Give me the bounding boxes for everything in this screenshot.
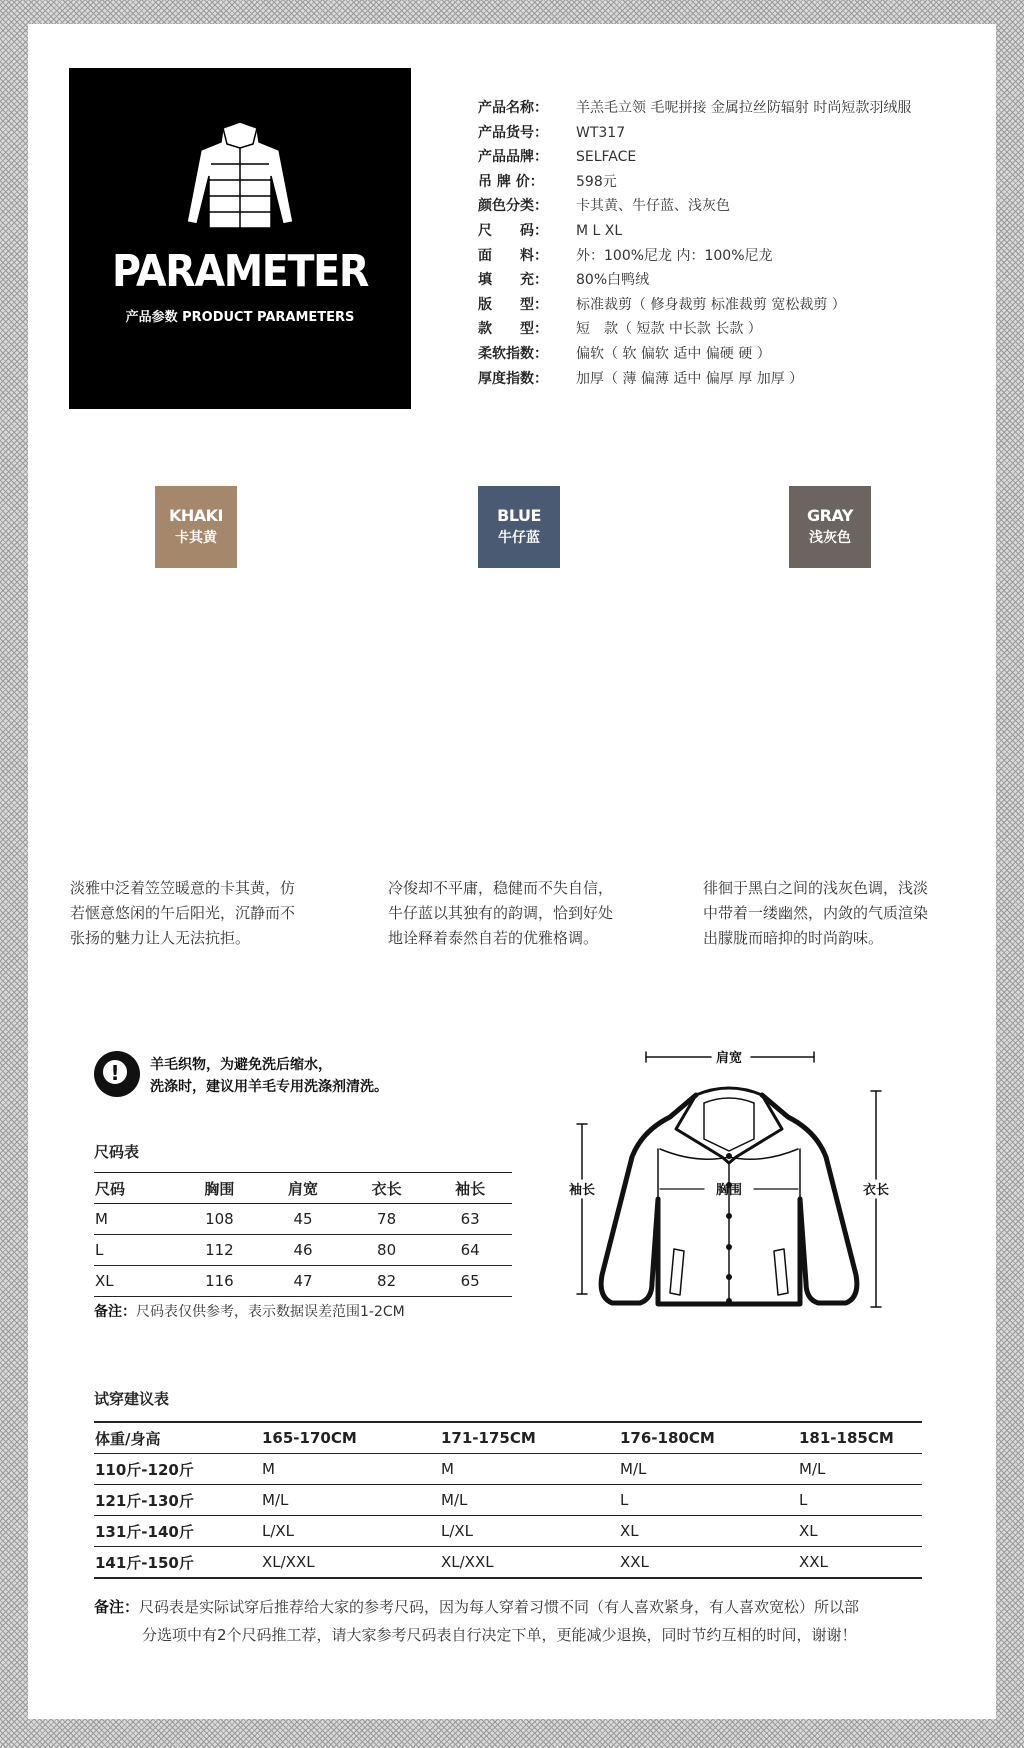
- info-value: M L XL: [576, 222, 623, 239]
- table-cell: 112: [178, 1235, 262, 1266]
- table-row: [94, 1204, 512, 1235]
- column-header: 尺码: [94, 1173, 178, 1204]
- fit-table-heading: 试穿建议表: [94, 1390, 170, 1408]
- column-header: 肩宽: [261, 1173, 345, 1204]
- care-notice: [150, 1054, 388, 1098]
- table-cell: 116: [178, 1266, 262, 1297]
- swatch-label-en: GRAY: [807, 506, 853, 525]
- info-value: 偏软（ 软 偏软 适中 偏硬 硬 ）: [576, 345, 771, 362]
- table-cell: M: [440, 1454, 619, 1485]
- info-row-price: [478, 170, 988, 195]
- table-header-row: [94, 1173, 512, 1204]
- info-value: 80%白鸭绒: [576, 272, 650, 289]
- note-text: 尺码表仅供参考，表示数据误差范围1-2CM: [136, 1304, 405, 1320]
- info-label: 柔软指数：: [478, 345, 548, 362]
- info-label: 厚度指数：: [478, 370, 548, 387]
- info-row-softness: [478, 342, 988, 367]
- swatch-label-cn: 卡其黄: [175, 530, 217, 546]
- info-label: 产品品牌：: [478, 149, 548, 166]
- note-text: 分选项中有2个尺码推工荐，请大家参考尺码表自行决定下单，更能减少退换，同时节约互相的时间，谢谢！: [142, 1626, 857, 1644]
- table-cell: XL: [619, 1516, 798, 1547]
- table-cell: L: [798, 1485, 922, 1516]
- info-label: 产品名称：: [478, 100, 548, 116]
- table-cell: L/XL: [440, 1516, 619, 1547]
- info-value: 标准裁剪（ 修身裁剪 标准裁剪 宽松裁剪 ）: [576, 296, 846, 313]
- fit-note: [94, 1593, 974, 1649]
- table-row: [94, 1547, 922, 1579]
- table-cell: XXL: [619, 1547, 798, 1579]
- table-cell: 80: [345, 1235, 429, 1266]
- table-row: [94, 1266, 512, 1297]
- table-cell: XL: [798, 1516, 922, 1547]
- info-row-fabric: [478, 244, 988, 269]
- info-row-filling: [478, 268, 988, 293]
- column-header: 176-180CM: [619, 1422, 798, 1454]
- swatch-label-en: BLUE: [497, 506, 541, 525]
- info-value: 598元: [576, 173, 617, 190]
- desc-line: 牛仔蓝以其独有的韵调，恰到好处: [388, 904, 614, 922]
- desc-line: 若惬意悠闲的午后阳光，沉静而不: [70, 904, 296, 922]
- desc-khaki: [70, 876, 340, 951]
- parameter-title: PARAMETER: [111, 246, 369, 297]
- table-cell: 108: [178, 1204, 262, 1235]
- care-line: 羊毛织物，为避免洗后缩水，: [150, 1057, 332, 1073]
- swatch-khaki: [155, 486, 237, 568]
- exclamation-icon: !: [94, 1051, 140, 1097]
- product-info-list: [478, 96, 988, 391]
- table-cell: M/L: [798, 1454, 922, 1485]
- desc-line: 徘徊于黑白之间的浅灰色调，浅淡: [703, 879, 929, 897]
- info-row-fit: [478, 293, 988, 318]
- info-value: 短 款（ 短款 中长款 长款 ）: [576, 321, 762, 338]
- column-header: 衣长: [345, 1173, 429, 1204]
- info-value: 羊羔毛立领 毛呢拼接 金属拉丝防辐射 时尚短款羽绒服: [576, 100, 912, 116]
- size-note: [94, 1301, 405, 1321]
- care-line: 洗涤时，建议用羊毛专用洗涤剂清洗。: [150, 1079, 388, 1095]
- desc-line: 地诠释着泰然自若的优雅格调。: [388, 929, 599, 947]
- info-label: 填 充：: [478, 272, 548, 289]
- table-cell: 121斤-130斤: [94, 1485, 261, 1516]
- table-cell: 141斤-150斤: [94, 1547, 261, 1579]
- table-cell: L: [619, 1485, 798, 1516]
- fit-table: [94, 1421, 922, 1579]
- table-cell: M: [94, 1204, 178, 1235]
- table-cell: 63: [428, 1204, 512, 1235]
- info-row-sizes: [478, 219, 988, 244]
- swatch-label-cn: 浅灰色: [809, 530, 851, 546]
- column-header: 胸围: [178, 1173, 262, 1204]
- table-cell: M/L: [440, 1485, 619, 1516]
- jacket-measurement-diagram: [568, 1039, 956, 1379]
- swatch-label-en: KHAKI: [168, 506, 224, 525]
- swatch-blue: [478, 486, 560, 568]
- info-label: 款 型：: [478, 321, 548, 338]
- info-row-colors: [478, 194, 988, 219]
- info-label: 吊 牌 价：: [478, 173, 544, 190]
- table-cell: L/XL: [261, 1516, 440, 1547]
- info-row-style: [478, 317, 988, 342]
- column-header: 165-170CM: [261, 1422, 440, 1454]
- note-label: 备注：: [94, 1304, 136, 1320]
- desc-line: 张扬的魅力让人无法抗拒。: [70, 929, 251, 947]
- table-cell: M/L: [619, 1454, 798, 1485]
- table-row: [94, 1454, 922, 1485]
- info-row-brand: [478, 145, 988, 170]
- table-cell: M: [261, 1454, 440, 1485]
- desc-line: 冷俊却不平庸，稳健而不失自信，: [388, 879, 614, 897]
- label-sleeve: 袖长: [568, 1183, 596, 1198]
- table-cell: 65: [428, 1266, 512, 1297]
- column-header: 171-175CM: [440, 1422, 619, 1454]
- info-label: 面 料：: [478, 247, 548, 264]
- table-cell: 64: [428, 1235, 512, 1266]
- table-header-row: [94, 1422, 922, 1454]
- column-header: 袖长: [428, 1173, 512, 1204]
- info-row-sku: [478, 121, 988, 146]
- label-shoulder: 肩宽: [715, 1051, 743, 1066]
- table-cell: 82: [345, 1266, 429, 1297]
- info-row-name: [478, 96, 988, 121]
- table-cell: 110斤-120斤: [94, 1454, 261, 1485]
- table-row: [94, 1485, 922, 1516]
- parameter-banner: [69, 68, 411, 409]
- note-label: 备注：: [94, 1598, 140, 1616]
- swatch-gray: [789, 486, 871, 568]
- info-value: SELFACE: [576, 149, 637, 166]
- table-row: [94, 1235, 512, 1266]
- table-row: [94, 1516, 922, 1547]
- table-cell: M/L: [261, 1485, 440, 1516]
- desc-line: 出朦胧而暗抑的时尚韵味。: [703, 929, 884, 947]
- column-header: 181-185CM: [798, 1422, 922, 1454]
- info-label: 产品货号：: [478, 124, 548, 141]
- table-cell: XL: [94, 1266, 178, 1297]
- desc-line: 中带着一缕幽然，内敛的气质渲染: [703, 904, 929, 922]
- info-label: 颜色分类：: [478, 198, 548, 215]
- info-value: 卡其黄、牛仔蓝、浅灰色: [576, 198, 730, 215]
- jacket-icon: [179, 118, 301, 234]
- label-length: 衣长: [862, 1183, 890, 1198]
- info-row-thickness: [478, 367, 988, 392]
- label-chest: 胸围: [715, 1183, 743, 1198]
- table-cell: 46: [261, 1235, 345, 1266]
- swatch-label-cn: 牛仔蓝: [498, 530, 540, 546]
- table-cell: XXL: [798, 1547, 922, 1579]
- desc-blue: [388, 876, 658, 951]
- parameter-subtitle: 产品参数 PRODUCT PARAMETERS: [125, 310, 355, 325]
- size-table-heading: 尺码表: [94, 1143, 140, 1161]
- info-label: 尺 码：: [478, 222, 548, 239]
- table-cell: 131斤-140斤: [94, 1516, 261, 1547]
- product-sheet: [28, 24, 996, 1719]
- table-cell: 45: [261, 1204, 345, 1235]
- info-label: 版 型：: [478, 296, 548, 313]
- desc-line: 淡雅中泛着笠笠暖意的卡其黄，仿: [70, 879, 296, 897]
- table-cell: 78: [345, 1204, 429, 1235]
- desc-gray: [703, 876, 973, 951]
- table-cell: L: [94, 1235, 178, 1266]
- info-value: 外：100%尼龙 内：100%尼龙: [576, 247, 773, 264]
- column-header: 体重/身高: [94, 1422, 261, 1454]
- info-value: WT317: [576, 124, 626, 141]
- info-value: 加厚（ 薄 偏薄 适中 偏厚 厚 加厚 ）: [576, 370, 804, 387]
- table-cell: XL/XXL: [440, 1547, 619, 1579]
- table-cell: XL/XXL: [261, 1547, 440, 1579]
- note-text: 尺码表是实际试穿后推荐给大家的参考尺码，因为每人穿着习惯不同（有人喜欢紧身，有人喜欢宽松）所以部: [139, 1598, 860, 1616]
- table-cell: 47: [261, 1266, 345, 1297]
- size-table: [94, 1172, 512, 1297]
